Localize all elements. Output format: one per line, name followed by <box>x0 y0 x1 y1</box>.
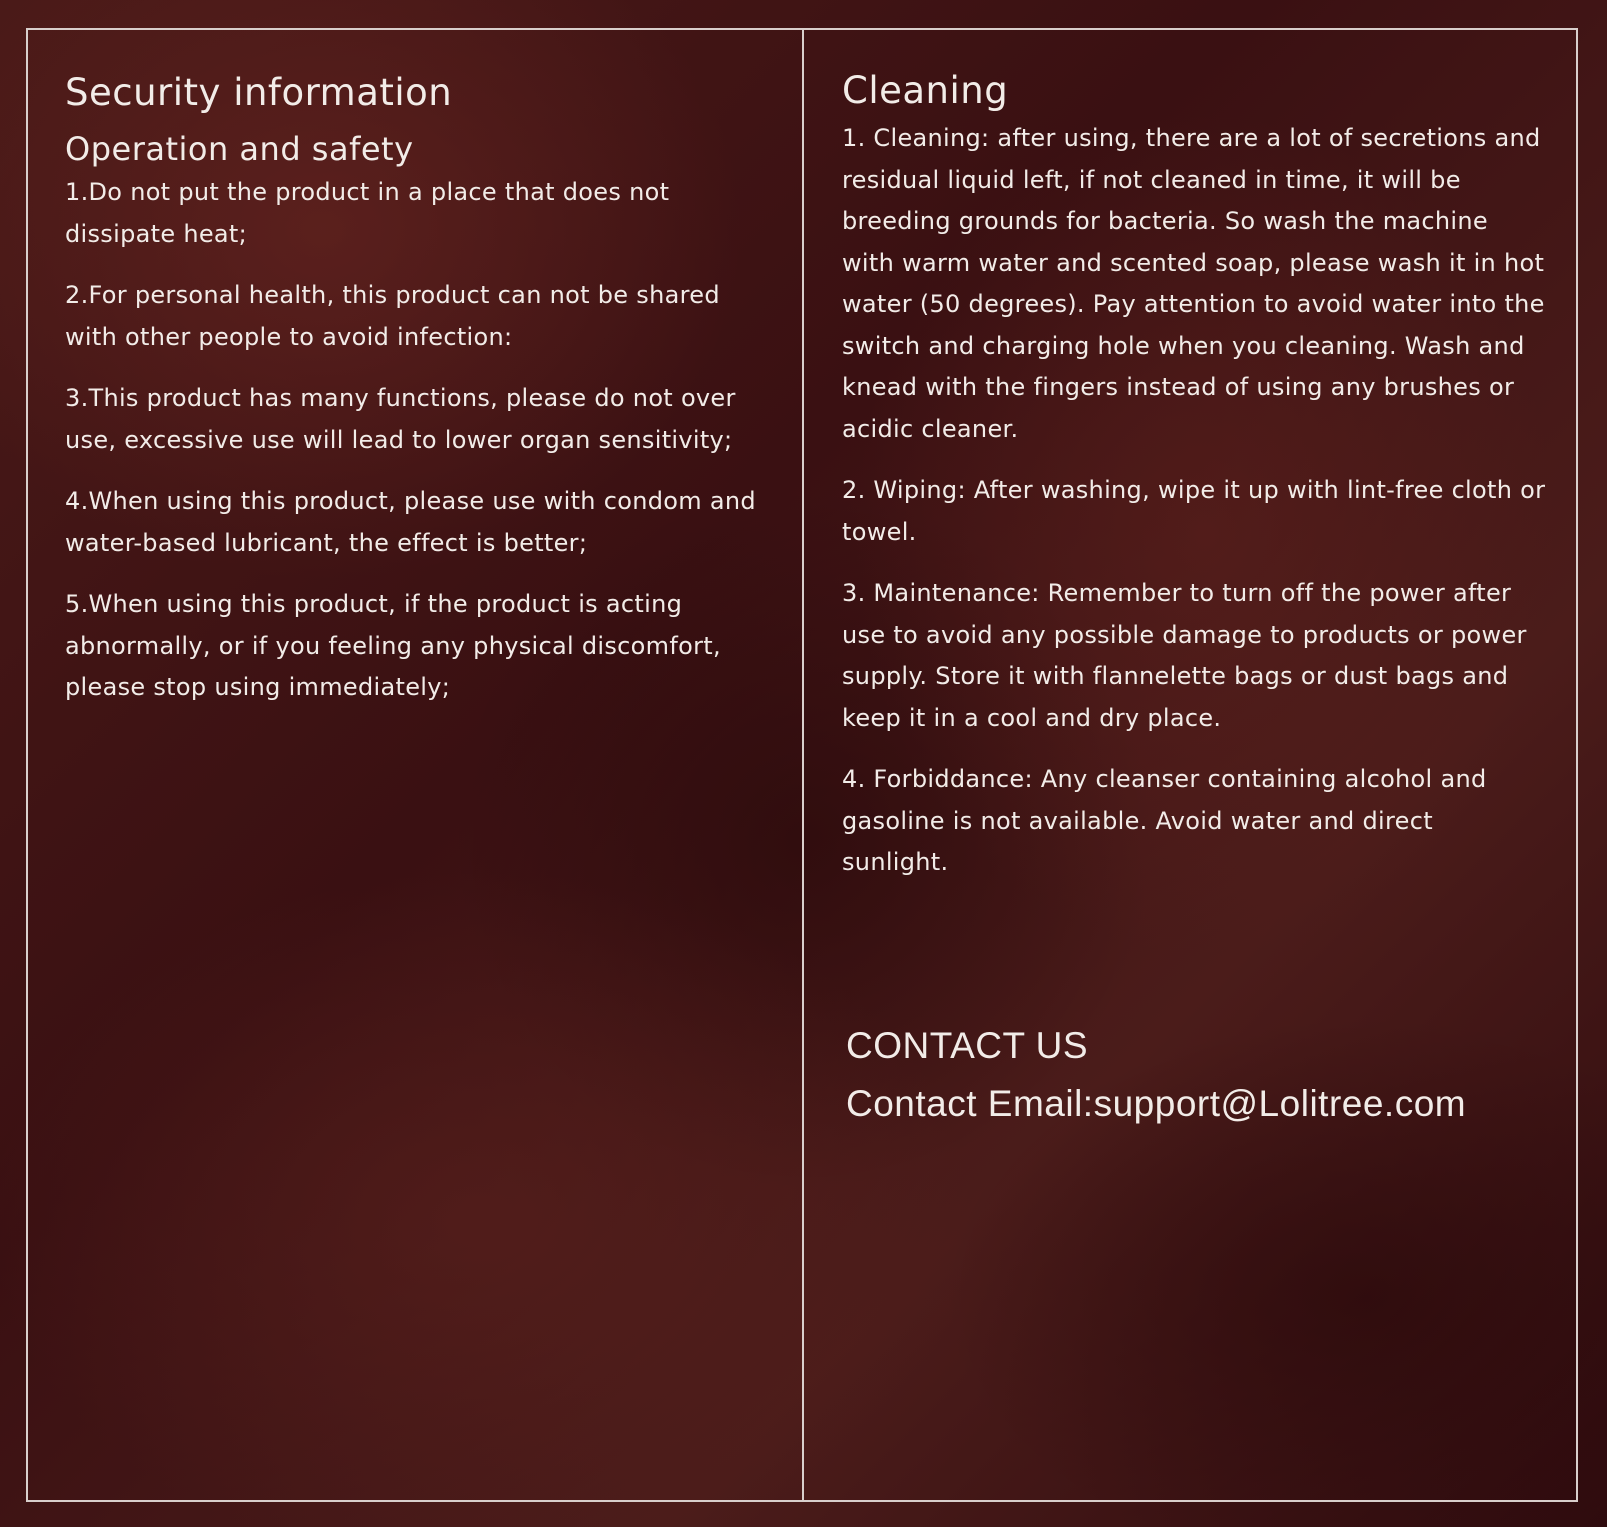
cleaning-title: Cleaning <box>842 69 1009 112</box>
security-section <box>65 68 765 729</box>
contact-email: Contact Email:support@Lolitree.com <box>846 1083 1467 1124</box>
safety-item-1: 1.Do not put the product in a place that does not dissipate heat; <box>65 178 670 248</box>
safety-item-2: 2.For personal health, this product can not be shared with other people to avoid infection: <box>65 281 720 351</box>
column-divider <box>802 28 804 1502</box>
cleaning-item-4: 4. Forbiddance: Any cleanser containing alcohol and gasoline is not available. Avoid water and direct sunlight. <box>842 765 1487 876</box>
safety-item-3: 3.This product has many functions, please do not over use, excessive use will lead to lower organ sensitivity; <box>65 384 736 454</box>
cleaning-section <box>842 66 1547 904</box>
safety-item-5: 5.When using this product, if the product is acting abnormally, or if you feeling any physical discomfort, please stop using immediately; <box>65 590 721 701</box>
contact-title: CONTACT US <box>846 1025 1089 1066</box>
safety-item-4: 4.When using this product, please use with condom and water-based lubricant, the effect is better; <box>65 487 756 557</box>
contact-section <box>846 1022 1566 1128</box>
cleaning-item-2: 2. Wiping: After washing, wipe it up with lint-free cloth or towel. <box>842 476 1546 546</box>
cleaning-item-3: 3. Maintenance: Remember to turn off the power after use to avoid any possible damage to products or power supply. Store it with flannelette bags or dust bags and keep it in a cool and dry place. <box>842 579 1527 732</box>
operation-subtitle: Operation and safety <box>65 130 414 168</box>
cleaning-item-1: 1. Cleaning: after using, there are a lot of secretions and residual liquid left, if not cleaned in time, it will be breeding grounds for bacteria. So wash the machine with warm water and scented soap, please wash it in hot water (50 degrees). Pay attention to avoid water into the switch and charging hole when you cleaning. Wash and knead with the fingers instead of using any brushes or acidic cleaner. <box>842 124 1545 443</box>
security-title: Security information <box>65 71 453 114</box>
